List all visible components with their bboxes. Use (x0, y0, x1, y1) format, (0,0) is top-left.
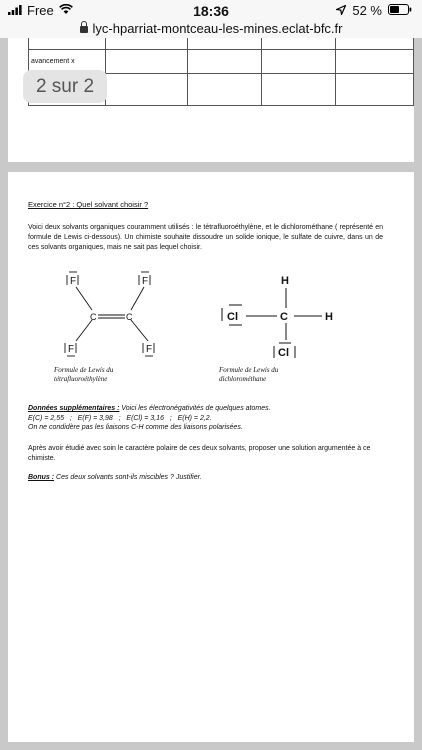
atom-c-center: C (280, 311, 288, 323)
exercise-title: Exercice n°2 : Quel solvant choisir ? (28, 200, 149, 209)
page-indicator: 2 sur 2 (23, 70, 107, 103)
data-label: Données supplémentaires : (28, 405, 120, 412)
url-text: lyc-hparriat-montceau-les-mines.eclat-bfc.fr (92, 21, 343, 36)
battery-percent: 52 % (352, 3, 382, 18)
atom-f-bottom-right: F (146, 344, 153, 355)
supplementary-data (28, 404, 388, 433)
document-page-2 (8, 172, 414, 742)
atom-cl-bottom: Cl (278, 347, 289, 359)
status-bar (0, 0, 422, 22)
caption-molecule-1: Formule de Lewis du tétrafluoroéthylène (54, 366, 114, 383)
atom-f-top-right: F (142, 276, 149, 287)
exercise-intro: Voici deux solvants organiques couramment utilisés : le tétrafluoroéthylène, et le dichlorométhane ( représenté en formule de Lewis ci-dessous). Un chimiste souhaite dissoudre un solide ionique, le sulfate de cuivre, dans un de ces solvants organiques, mais ne sait pas lequel choisir. (28, 224, 383, 251)
atom-h-right: H (325, 311, 333, 323)
atom-cl-left: Cl (227, 311, 238, 323)
dichloromethane-lewis-diagram (210, 270, 350, 365)
data-note: On ne condidère pas les liaisons C-H comme des liaisons polarisées. (28, 424, 243, 431)
bonus-text: Ces deux solvants sont-ils miscibles ? Justifier. (56, 474, 202, 481)
atom-f-bottom-left: F (68, 344, 75, 355)
atom-h-top: H (281, 275, 289, 287)
table-row-label: avancement x (29, 50, 106, 74)
bonus-label: Bonus : (28, 474, 55, 481)
atom-c-left: C (90, 312, 97, 322)
bonus-question (28, 473, 388, 483)
carrier-label: Free (27, 3, 54, 18)
electronegativity-values: E(C) = 2,55 ; E(F) = 3,98 ; E(Cl) = 3,16 ; E(H) = 2,2. (28, 414, 212, 422)
atom-f-top-left: F (70, 276, 77, 287)
lock-icon (80, 26, 88, 33)
data-text: Voici les électronégativités de quelques atomes. (121, 405, 271, 412)
location-icon (336, 3, 346, 18)
tetrafluoroethylene-lewis-diagram (48, 270, 178, 360)
atom-c-right: C (126, 312, 133, 322)
main-question: Après avoir étudié avec soin le caractère polaire de ces deux solvants, proposer une solution argumentée à ce chimiste. (28, 445, 371, 462)
caption-molecule-2: Formule de Lewis du dichlorométhane (219, 366, 279, 383)
clock: 18:36 (193, 3, 229, 19)
address-bar[interactable] (0, 22, 422, 38)
battery-icon (388, 3, 412, 18)
